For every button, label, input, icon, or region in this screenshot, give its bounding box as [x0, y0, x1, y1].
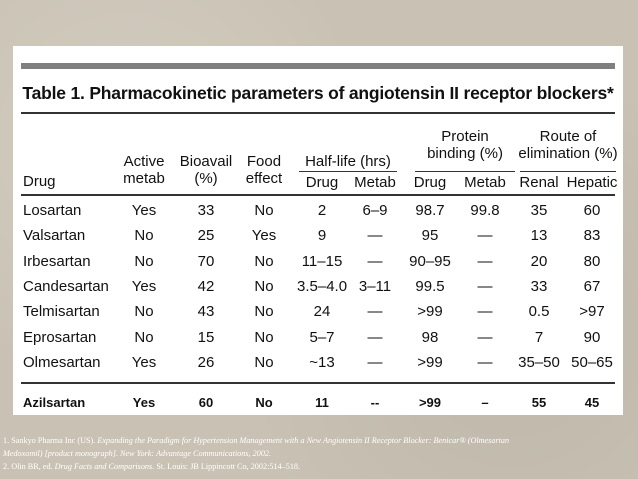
- header-bioavail-line2: (%): [194, 170, 218, 187]
- header-food-line2: effect: [245, 170, 283, 187]
- header-half-life: Half-life (hrs): [305, 153, 391, 170]
- cell-bioavail: 60: [198, 395, 214, 410]
- cell-food-effect: No: [254, 303, 274, 321]
- cell-protein-drug: 99.5: [415, 277, 445, 295]
- cell-drug: Losartan: [23, 202, 82, 219]
- header-route-line2: elimination (%): [518, 145, 618, 162]
- header-route-line1: Route of: [539, 128, 597, 145]
- cell-route-renal: 55: [531, 395, 547, 410]
- cell-active-metab: Yes: [131, 202, 157, 219]
- cell-half-life-drug: 2: [317, 202, 327, 219]
- cell-half-life-metab: 6–9: [362, 202, 388, 219]
- header-drug: Drug: [23, 173, 56, 190]
- cell-drug: Valsartan: [23, 227, 86, 245]
- cell-route-renal: 13: [530, 227, 548, 245]
- cell-route-renal: 35–50: [518, 353, 560, 371]
- cell-bioavail: 15: [197, 328, 215, 346]
- cell-half-life-metab: —: [367, 353, 383, 371]
- cell-protein-drug: >99: [417, 353, 443, 371]
- cell-half-life-drug: 9: [317, 227, 327, 245]
- header-protein-line2: binding (%): [427, 145, 503, 162]
- cell-drug: Azilsartan: [23, 395, 86, 410]
- header-protein-drug: Drug: [413, 174, 447, 191]
- cell-half-life-drug: ~13: [309, 353, 335, 371]
- cell-protein-metab: —: [477, 353, 493, 371]
- cell-half-life-metab: --: [370, 395, 380, 410]
- cell-food-effect: No: [255, 395, 273, 410]
- table-card: [13, 46, 623, 415]
- cell-route-renal: 20: [530, 252, 548, 270]
- cell-half-life-drug: 11–15: [301, 252, 343, 270]
- cell-half-life-drug: 3.5–4.0: [297, 277, 348, 295]
- references: [3, 434, 635, 473]
- cell-protein-metab: –: [481, 395, 489, 410]
- cell-drug: Eprosartan: [23, 328, 97, 346]
- reference-2-suffix: St. Louis: JB Lippincott Co, 2002:514–518.: [156, 462, 301, 471]
- reference-2-title: Drug Facts and Comparisons.: [54, 462, 155, 471]
- cell-half-life-drug: 11: [315, 395, 329, 410]
- cell-route-hepatic: 83: [583, 227, 601, 245]
- cell-protein-drug: 98: [421, 328, 439, 346]
- cell-active-metab: Yes: [131, 277, 157, 295]
- cell-half-life-drug: 5–7: [309, 328, 335, 346]
- cell-bioavail: 42: [197, 277, 215, 295]
- cell-protein-metab: —: [477, 252, 493, 270]
- cell-route-hepatic: >97: [579, 303, 605, 321]
- cell-route-renal: 0.5: [528, 303, 550, 321]
- cell-protein-metab: —: [477, 277, 493, 295]
- reference-1-prefix: 1. Sankyo Pharma Inc (US).: [3, 436, 96, 445]
- cell-route-renal: 7: [534, 328, 544, 346]
- cell-protein-drug: 95: [421, 227, 439, 245]
- cell-active-metab: Yes: [132, 395, 156, 410]
- cell-route-hepatic: 60: [583, 202, 601, 219]
- cell-bioavail: 33: [197, 202, 215, 219]
- header-route-renal: Renal: [519, 174, 559, 191]
- table-row-azilsartan: [13, 46, 623, 415]
- cell-drug: Irbesartan: [23, 252, 91, 270]
- cell-drug: Candesartan: [23, 277, 109, 295]
- cell-bioavail: 25: [197, 227, 215, 245]
- cell-route-hepatic: 67: [583, 277, 601, 295]
- cell-route-hepatic: 50–65: [571, 353, 613, 371]
- reference-2: [3, 460, 635, 473]
- cell-half-life-metab: —: [367, 328, 383, 346]
- cell-protein-metab: —: [477, 303, 493, 321]
- cell-food-effect: No: [254, 252, 274, 270]
- cell-half-life-metab: —: [367, 252, 383, 270]
- cell-half-life-metab: —: [367, 303, 383, 321]
- cell-active-metab: No: [134, 252, 154, 270]
- header-bioavail-line1: Bioavail: [179, 153, 233, 170]
- cell-active-metab: No: [134, 227, 154, 245]
- cell-protein-metab: —: [477, 227, 493, 245]
- cell-half-life-drug: 24: [313, 303, 331, 321]
- cell-half-life-metab: —: [367, 227, 383, 245]
- header-half-life-drug: Drug: [305, 174, 339, 191]
- cell-food-effect: Yes: [251, 227, 277, 245]
- header-protein-line1: Protein: [441, 128, 489, 145]
- reference-1-continued: Medoxomil) [product monograph]. New York: Advantage Communications, 2002.: [3, 449, 272, 458]
- reference-1-title: Expanding the Paradigm for Hypertension Management with a New Angiotensin II Receptor Blocker: Benicar® (Olmesartan: [97, 436, 510, 445]
- cell-protein-drug: 98.7: [415, 202, 445, 219]
- cell-protein-drug: >99: [418, 395, 442, 410]
- cell-protein-drug: >99: [417, 303, 443, 321]
- cell-food-effect: No: [254, 353, 274, 371]
- table-title: Table 1. Pharmacokinetic parameters of angiotensin II receptor blockers*: [22, 83, 614, 103]
- header-food-line1: Food: [246, 153, 282, 170]
- header-active-line1: Active: [123, 153, 165, 170]
- cell-protein-drug: 90–95: [409, 252, 451, 270]
- cell-active-metab: No: [134, 303, 154, 321]
- cell-bioavail: 43: [197, 303, 215, 321]
- cell-route-hepatic: 80: [583, 252, 601, 270]
- added-row-rule: [21, 382, 615, 384]
- cell-route-renal: 35: [530, 202, 548, 219]
- header-active-line2: metab: [123, 170, 165, 187]
- cell-food-effect: No: [254, 277, 274, 295]
- header-route-hepatic: Hepatic: [566, 174, 618, 191]
- cell-half-life-metab: 3–11: [358, 277, 392, 295]
- cell-drug: Telmisartan: [23, 303, 100, 321]
- cell-route-hepatic: 90: [583, 328, 601, 346]
- cell-route-hepatic: 45: [584, 395, 600, 410]
- cell-bioavail: 26: [197, 353, 215, 371]
- cell-route-renal: 33: [530, 277, 548, 295]
- cell-bioavail: 70: [197, 252, 215, 270]
- reference-1: [3, 434, 635, 447]
- reference-2-prefix: 2. Olin BR, ed.: [3, 462, 53, 471]
- cell-active-metab: Yes: [131, 353, 157, 371]
- header-half-life-metab: Metab: [354, 174, 396, 191]
- cell-food-effect: No: [254, 328, 274, 346]
- cell-protein-metab: 99.8: [470, 202, 500, 219]
- header-protein-metab: Metab: [464, 174, 506, 191]
- cell-food-effect: No: [254, 202, 274, 219]
- cell-active-metab: No: [134, 328, 154, 346]
- cell-drug: Olmesartan: [23, 353, 101, 371]
- cell-protein-metab: —: [477, 328, 493, 346]
